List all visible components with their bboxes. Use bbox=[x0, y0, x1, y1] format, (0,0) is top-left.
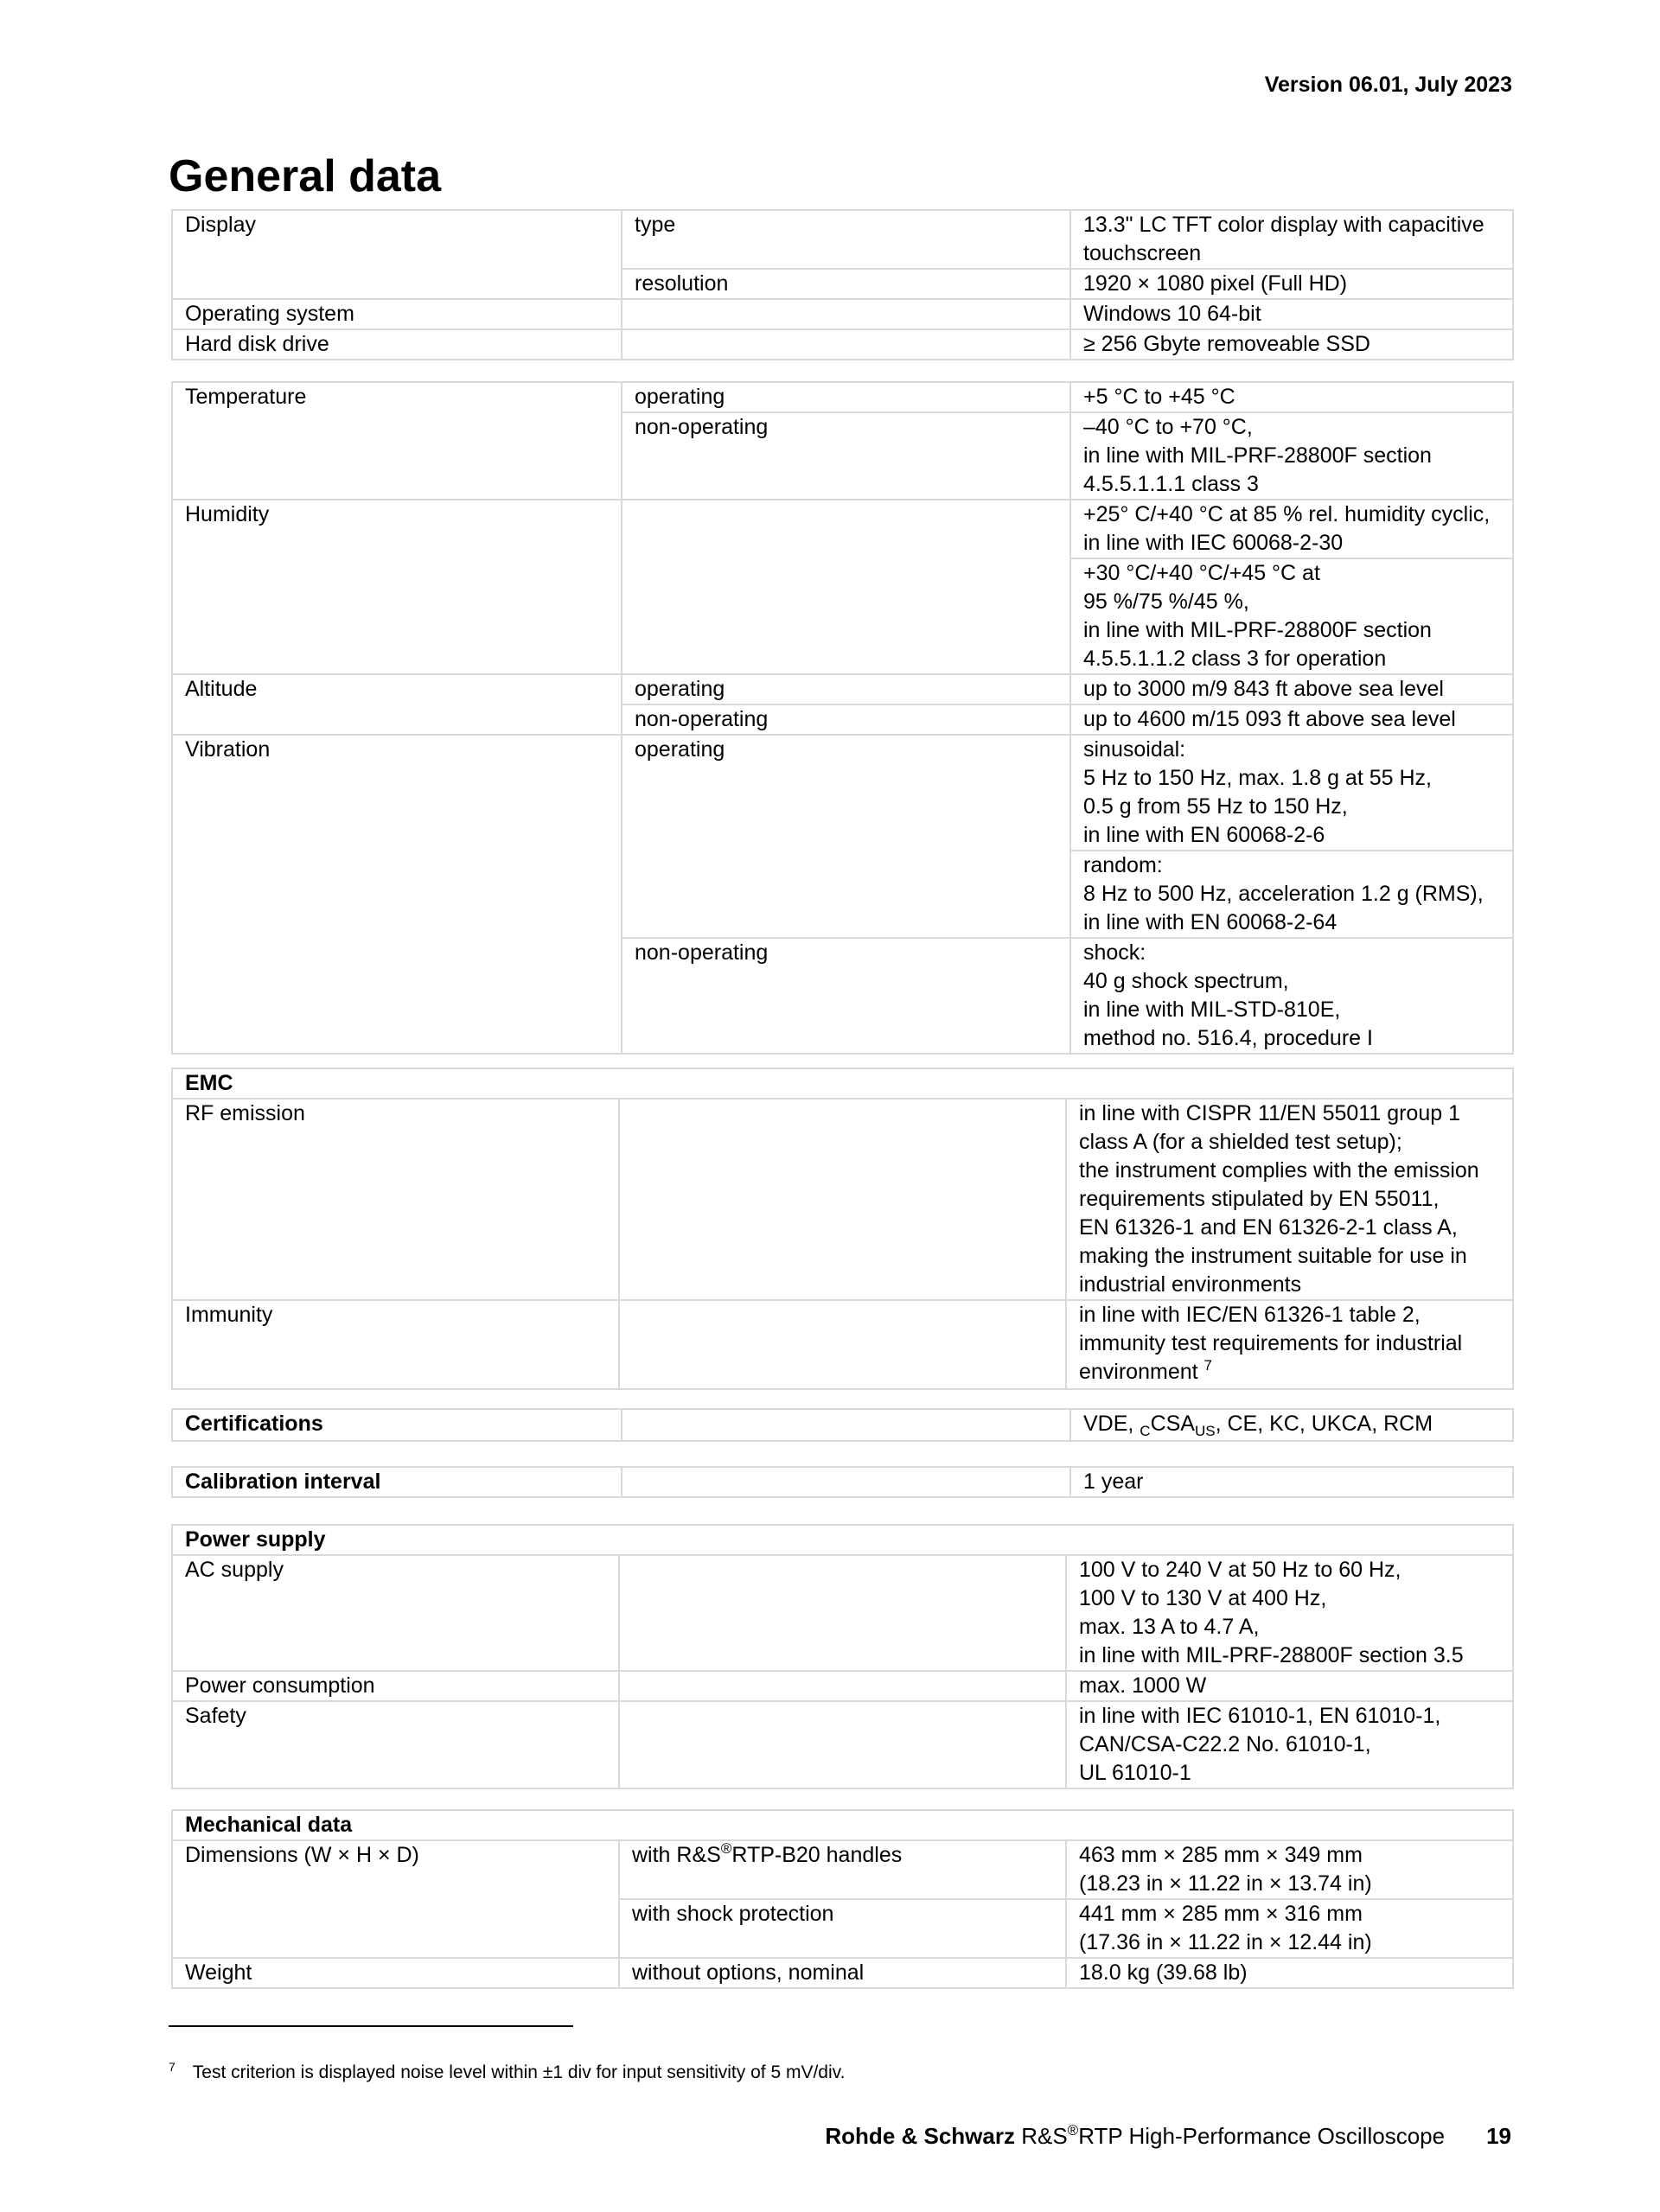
calibration-table bbox=[171, 1466, 1514, 1498]
certifications-table bbox=[171, 1408, 1514, 1442]
power-consumption-value: max. 1000 W bbox=[1066, 1671, 1513, 1701]
page-title: General data bbox=[169, 151, 442, 201]
footnote-divider bbox=[169, 2025, 573, 2027]
altitude-label: Altitude bbox=[172, 674, 622, 735]
vibration-sinusoidal-value: sinusoidal: 5 Hz to 150 Hz, max. 1.8 g at 55 Hz, 0.5 g from 55 Hz to 150 Hz, in line with EN 60068-2-6 bbox=[1070, 735, 1513, 851]
altitude-nonop-label: non-operating bbox=[622, 704, 1070, 735]
temperature-label: Temperature bbox=[172, 382, 622, 500]
temperature-nonop-value: –40 °C to +70 °C, in line with MIL-PRF-28800F section 4.5.5.1.1.1 class 3 bbox=[1070, 412, 1513, 500]
csa-us-sub: US bbox=[1194, 1423, 1216, 1439]
cert-prefix: VDE, bbox=[1083, 1412, 1140, 1436]
footnote bbox=[169, 2062, 845, 2083]
calibration-heading: Calibration interval bbox=[172, 1467, 622, 1497]
ac-supply-label: AC supply bbox=[172, 1555, 619, 1671]
display-label: Display bbox=[172, 210, 622, 299]
os-label: Operating system bbox=[172, 299, 622, 329]
page-footer bbox=[825, 2123, 1511, 2150]
display-resolution-value: 1920 × 1080 pixel (Full HD) bbox=[1070, 269, 1513, 299]
immunity-label: Immunity bbox=[172, 1300, 619, 1389]
altitude-operating-label: operating bbox=[622, 674, 1070, 704]
cert-suffix: , CE, KC, UKCA, RCM bbox=[1215, 1412, 1433, 1436]
safety-value: in line with IEC 61010-1, EN 61010-1, CAN/CSA-C22.2 No. 61010-1, UL 61010-1 bbox=[1066, 1701, 1513, 1788]
weight-value: 18.0 kg (39.68 lb) bbox=[1066, 1958, 1513, 1988]
os-value: Windows 10 64-bit bbox=[1070, 299, 1513, 329]
emc-table bbox=[171, 1068, 1514, 1390]
display-resolution-label: resolution bbox=[622, 269, 1070, 299]
mechanical-table bbox=[171, 1809, 1514, 1989]
vibration-operating-label: operating bbox=[622, 735, 1070, 938]
temperature-nonop-label: non-operating bbox=[622, 412, 1070, 500]
shock-protection-value: 441 mm × 285 mm × 316 mm (17.36 in × 11.22 in × 12.44 in) bbox=[1066, 1899, 1513, 1958]
emc-heading: EMC bbox=[172, 1068, 1513, 1099]
humidity-value-1: +25° C/+40 °C at 85 % rel. humidity cyclic, in line with IEC 60068-2-30 bbox=[1070, 500, 1513, 558]
power-table bbox=[171, 1524, 1514, 1789]
safety-label: Safety bbox=[172, 1701, 619, 1788]
immunity-cell bbox=[1066, 1300, 1513, 1389]
immunity-value: in line with IEC/EN 61326-1 table 2, immunity test requirements for industrial environment bbox=[1079, 1303, 1463, 1384]
certifications-value bbox=[1070, 1409, 1513, 1441]
footnote-number: 7 bbox=[169, 2060, 176, 2074]
footnote-ref: 7 bbox=[1204, 1357, 1212, 1374]
ac-supply-value: 100 V to 240 V at 50 Hz to 60 Hz, 100 V to 130 V at 400 Hz, max. 13 A to 4.7 A, in line with MIL-PRF-28800F section 3.5 bbox=[1066, 1555, 1513, 1671]
csa-main: CSA bbox=[1150, 1412, 1195, 1436]
display-table bbox=[171, 209, 1514, 360]
power-heading: Power supply bbox=[172, 1525, 1513, 1555]
temperature-operating-label: operating bbox=[622, 382, 1070, 412]
hdd-value: ≥ 256 Gbyte removeable SSD bbox=[1070, 329, 1513, 360]
weight-label: Weight bbox=[172, 1958, 619, 1988]
csa-c-sub: C bbox=[1140, 1423, 1151, 1439]
display-type-label: type bbox=[622, 210, 1070, 269]
certifications-heading: Certifications bbox=[172, 1409, 622, 1441]
registered-mark: ® bbox=[720, 1840, 732, 1857]
footer-product-prefix: R&S bbox=[1014, 2123, 1068, 2149]
footer-brand: Rohde & Schwarz bbox=[825, 2123, 1015, 2149]
footnote-text: Test criterion is displayed noise level within ±1 div for input sensitivity of 5 mV/div. bbox=[192, 2062, 846, 2082]
handles-prefix: with R&S bbox=[632, 1843, 721, 1867]
handles-label bbox=[619, 1840, 1066, 1899]
hdd-label: Hard disk drive bbox=[172, 329, 622, 360]
footer-registered-mark: ® bbox=[1067, 2122, 1079, 2139]
handles-value: 463 mm × 285 mm × 349 mm (18.23 in × 11.22 in × 13.74 in) bbox=[1066, 1840, 1513, 1899]
display-type-value: 13.3" LC TFT color display with capacitive touchscreen bbox=[1070, 210, 1513, 269]
environment-table bbox=[171, 381, 1514, 1055]
footer-product: RTP High-Performance Oscilloscope bbox=[1078, 2123, 1446, 2149]
altitude-nonop-value: up to 4600 m/15 093 ft above sea level bbox=[1070, 704, 1513, 735]
temperature-operating-value: +5 °C to +45 °C bbox=[1070, 382, 1513, 412]
vibration-shock-value: shock: 40 g shock spectrum, in line with MIL-STD-810E, method no. 516.4, procedure I bbox=[1070, 938, 1513, 1054]
dimensions-label: Dimensions (W × H × D) bbox=[172, 1840, 619, 1958]
altitude-operating-value: up to 3000 m/9 843 ft above sea level bbox=[1070, 674, 1513, 704]
mechanical-heading: Mechanical data bbox=[172, 1810, 1513, 1840]
rf-emission-value: in line with CISPR 11/EN 55011 group 1 class A (for a shielded test setup); the instrument complies with the emission requirements stipulated by EN 55011, EN 61326-1 and EN 61326-2-1 class A, making the instrument suitable for use in industrial environments bbox=[1066, 1099, 1513, 1300]
rf-emission-label: RF emission bbox=[172, 1099, 619, 1300]
vibration-random-value: random: 8 Hz to 500 Hz, acceleration 1.2 g (RMS), in line with EN 60068-2-64 bbox=[1070, 851, 1513, 938]
handles-suffix: RTP-B20 handles bbox=[731, 1843, 903, 1867]
humidity-value-2: +30 °C/+40 °C/+45 °C at 95 %/75 %/45 %, in line with MIL-PRF-28800F section 4.5.5.1.1.2 class 3 for operation bbox=[1070, 558, 1513, 674]
power-consumption-label: Power consumption bbox=[172, 1671, 619, 1701]
weight-condition: without options, nominal bbox=[619, 1958, 1066, 1988]
shock-protection-label: with shock protection bbox=[619, 1899, 1066, 1958]
page-number: 19 bbox=[1486, 2123, 1511, 2149]
calibration-value: 1 year bbox=[1070, 1467, 1513, 1497]
vibration-label: Vibration bbox=[172, 735, 622, 1054]
version-label: Version 06.01, July 2023 bbox=[1264, 73, 1512, 97]
vibration-nonop-label: non-operating bbox=[622, 938, 1070, 1054]
humidity-label: Humidity bbox=[172, 500, 622, 674]
